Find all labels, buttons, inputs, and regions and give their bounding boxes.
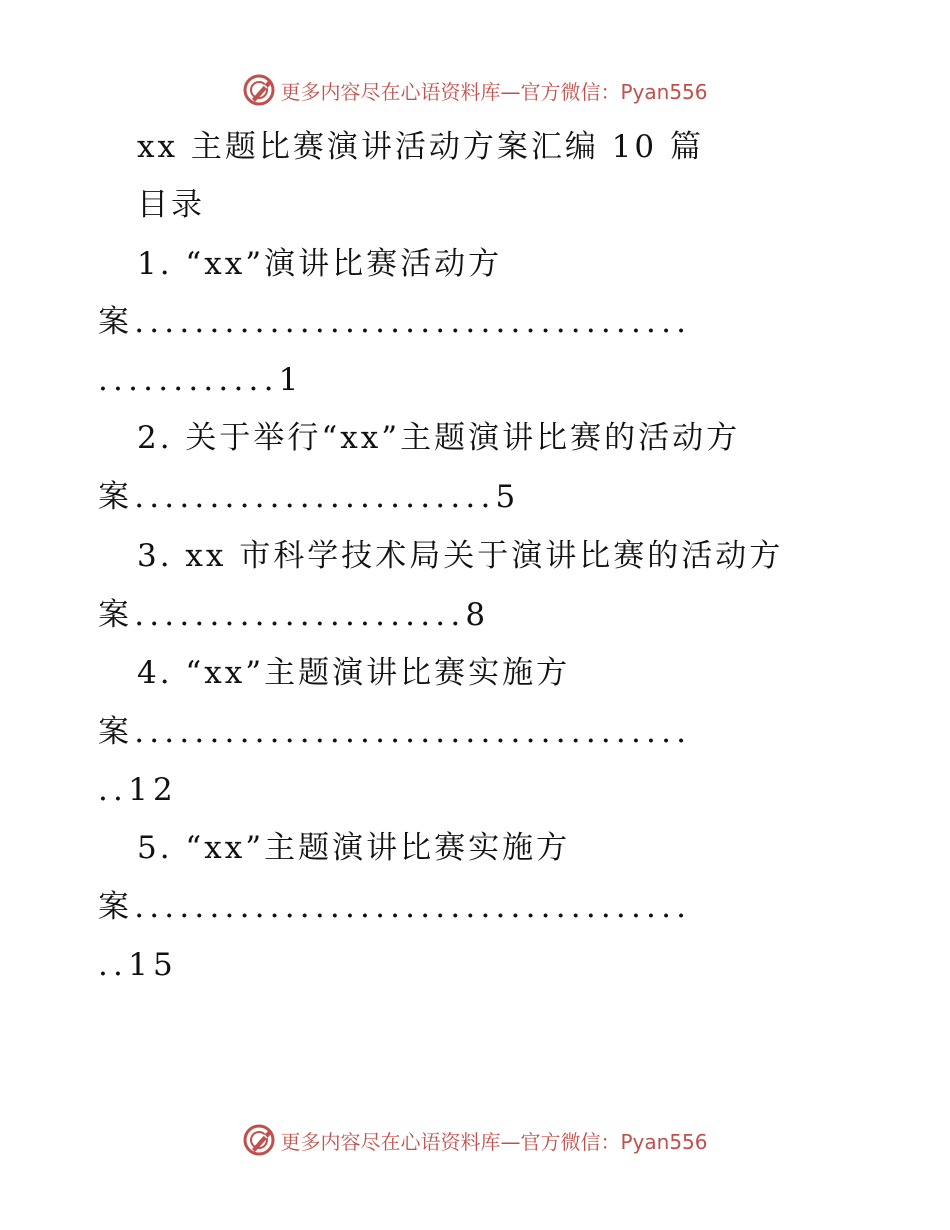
pen-logo-icon — [242, 73, 276, 107]
watermark-wechat-id: Pyan556 — [620, 79, 708, 104]
header-watermark — [0, 70, 950, 110]
toc-entry-1-title[interactable]: 1. “xx”演讲比赛活动方 — [137, 246, 503, 282]
toc-entry-3-leader: 案......................8 — [98, 597, 491, 633]
watermark-dash: — — [500, 1129, 521, 1154]
toc-entry-5-leader: 案..................................... — [98, 889, 692, 925]
watermark-dash: — — [500, 79, 521, 104]
toc-entry-3-title[interactable]: 3. xx 市科学技术局关于演讲比赛的活动方 — [137, 538, 784, 574]
watermark-wechat-label: 官方微信： — [520, 1129, 621, 1154]
watermark-text — [280, 76, 707, 105]
watermark-wechat-id: Pyan556 — [620, 1129, 708, 1154]
watermark-site-name: 更多内容尽在心语资料库 — [280, 79, 501, 104]
toc-entry-2-title[interactable]: 2. 关于举行“xx”主题演讲比赛的活动方 — [137, 420, 741, 456]
toc-entry-1-leader: 案..................................... — [98, 304, 692, 340]
toc-entry-4-page: ..12 — [98, 772, 178, 808]
watermark-text — [280, 1126, 707, 1155]
pen-logo-icon — [242, 1123, 276, 1157]
watermark-wechat-label: 官方微信： — [520, 79, 621, 104]
toc-entry-4-leader: 案..................................... — [98, 714, 692, 750]
toc-entry-4-title[interactable]: 4. “xx”主题演讲比赛实施方 — [137, 655, 571, 691]
toc-heading: 目录 — [137, 187, 205, 223]
watermark-site-name: 更多内容尽在心语资料库 — [280, 1129, 501, 1154]
document-title: xx 主题比赛演讲活动方案汇编 10 篇 — [137, 129, 704, 165]
footer-watermark — [0, 1120, 950, 1160]
toc-entry-2-leader: 案........................5 — [98, 479, 521, 515]
toc-entry-5-title[interactable]: 5. “xx”主题演讲比赛实施方 — [137, 830, 571, 866]
toc-entry-1-page: ............1 — [98, 362, 304, 398]
toc-entry-5-page: ..15 — [98, 947, 178, 983]
